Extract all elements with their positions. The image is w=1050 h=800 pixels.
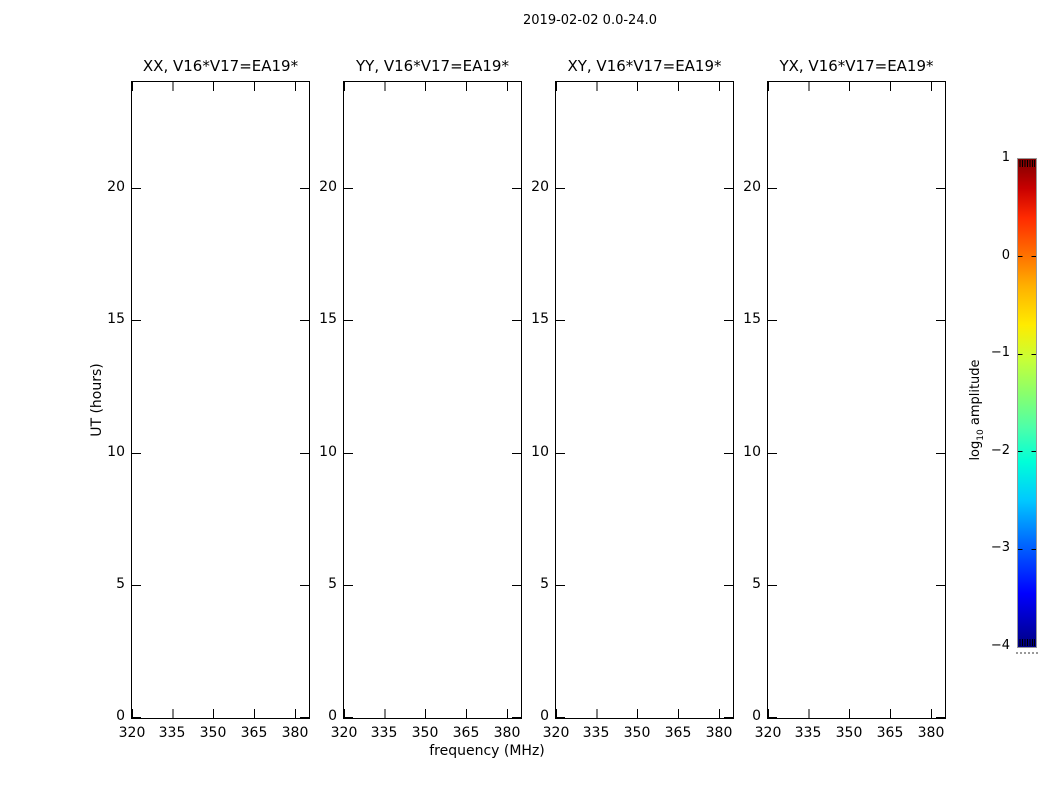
colorbar-tick-label: −3 — [990, 540, 1010, 555]
y-tick-label: 15 — [531, 311, 549, 327]
y-tick-label: 0 — [540, 708, 549, 724]
y-tick-label: 20 — [107, 179, 125, 195]
colorbar-ticks — [1018, 159, 1036, 647]
x-axis-label: frequency (MHz) — [429, 743, 545, 759]
colorbar-under-dots — [1016, 652, 1038, 654]
axis-ticks — [768, 82, 945, 718]
colorbar-label-suffix: amplitude — [968, 359, 984, 430]
plot-area — [767, 81, 946, 719]
y-tick-label: 5 — [116, 576, 125, 592]
y-tick-label: 10 — [107, 444, 125, 460]
plot-area — [555, 81, 734, 719]
x-tick-label: 335 — [370, 725, 398, 741]
axis-ticks — [132, 82, 309, 718]
y-tick-label: 10 — [319, 444, 337, 460]
x-tick-label: 320 — [330, 725, 358, 741]
axis-ticks — [344, 82, 521, 718]
colorbar-axis-label — [968, 359, 986, 460]
y-tick-label: 20 — [531, 179, 549, 195]
y-tick-label: 20 — [743, 179, 761, 195]
y-tick-label: 0 — [116, 708, 125, 724]
plot-area — [343, 81, 522, 719]
colorbar-tick-label: 0 — [1001, 248, 1010, 263]
y-tick-label: 5 — [752, 576, 761, 592]
y-tick-label: 0 — [752, 708, 761, 724]
x-tick-label: 350 — [199, 725, 227, 741]
subplot-title: XY, V16*V17=EA19* — [567, 57, 722, 75]
x-tick-label: 380 — [917, 725, 945, 741]
colorbar-tick-label: 1 — [1001, 150, 1010, 165]
y-tick-label: 10 — [743, 444, 761, 460]
x-tick-label: 350 — [835, 725, 863, 741]
x-tick-label: 350 — [623, 725, 651, 741]
colorbar-tick-label: −2 — [990, 443, 1010, 458]
colorbar-tick-label: −1 — [990, 345, 1010, 360]
x-tick-label: 365 — [452, 725, 480, 741]
y-tick-label: 10 — [531, 444, 549, 460]
plot-area — [131, 81, 310, 719]
axis-ticks — [556, 82, 733, 718]
y-tick-label: 15 — [319, 311, 337, 327]
x-tick-label: 380 — [493, 725, 521, 741]
colorbar-label-subscript: 10 — [975, 429, 986, 441]
colorbar-label-prefix: log — [968, 440, 984, 461]
y-tick-label: 5 — [540, 576, 549, 592]
y-tick-label: 15 — [743, 311, 761, 327]
x-tick-label: 335 — [158, 725, 186, 741]
subplot-title: YY, V16*V17=EA19* — [356, 57, 509, 75]
x-tick-label: 380 — [281, 725, 309, 741]
y-axis-label: UT (hours) — [89, 363, 105, 437]
subplot-panel-xy — [531, 57, 734, 741]
x-tick-label: 365 — [240, 725, 268, 741]
x-tick-label: 335 — [794, 725, 822, 741]
x-tick-label: 320 — [542, 725, 570, 741]
figure-suptitle: 2019-02-02 0.0-24.0 — [523, 13, 657, 28]
subplot-panel-yx — [743, 57, 946, 741]
x-tick-label: 365 — [664, 725, 692, 741]
subplot-panel-yy — [319, 57, 522, 741]
x-tick-label: 335 — [582, 725, 610, 741]
subplot-title: YX, V16*V17=EA19* — [779, 57, 934, 75]
x-tick-label: 365 — [876, 725, 904, 741]
colorbar — [1017, 158, 1037, 648]
x-tick-label: 320 — [118, 725, 146, 741]
subplot-title: XX, V16*V17=EA19* — [142, 57, 299, 75]
y-tick-label: 0 — [328, 708, 337, 724]
y-tick-label: 15 — [107, 311, 125, 327]
y-tick-label: 20 — [319, 179, 337, 195]
colorbar-tick-label: −4 — [990, 638, 1010, 653]
x-tick-label: 350 — [411, 725, 439, 741]
subplot-panel-xx — [107, 57, 310, 741]
x-tick-label: 320 — [754, 725, 782, 741]
y-tick-label: 5 — [328, 576, 337, 592]
x-tick-label: 380 — [705, 725, 733, 741]
